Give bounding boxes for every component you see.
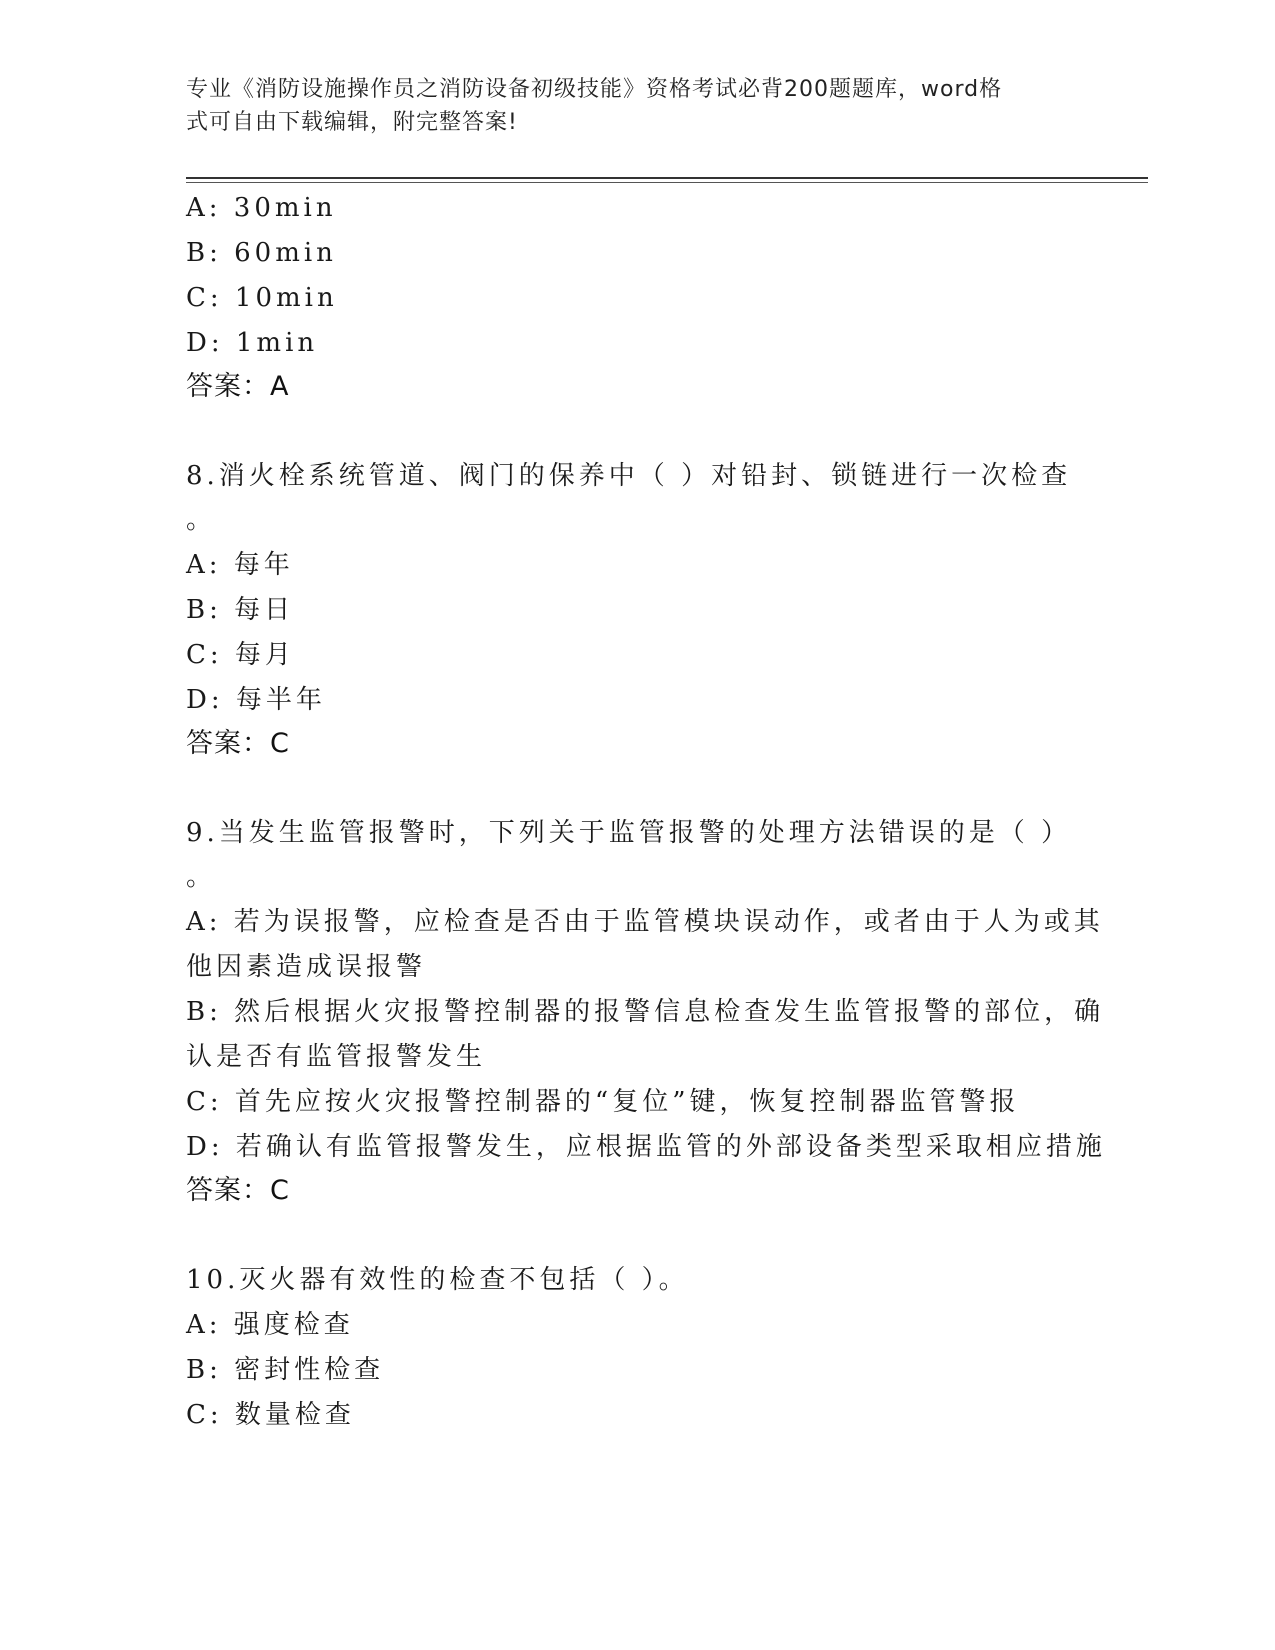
q9-option-d: D: 若确认有监管报警发生，应根据监管的外部设备类型采取相应措施 bbox=[186, 1132, 1106, 1162]
q9-option-a-continuation: 他因素造成误报警 bbox=[186, 952, 427, 982]
q8-option-d: D: 每半年 bbox=[186, 685, 326, 715]
q9-stem-continuation: 。 bbox=[186, 862, 217, 892]
page-header bbox=[186, 73, 1066, 139]
q9-option-b: B: 然后根据火灾报警控制器的报警信息检查发生监管报警的部位，确 bbox=[186, 997, 1105, 1027]
q10-option-b: B: 密封性检查 bbox=[186, 1355, 385, 1385]
q7-option-a: A: 30min bbox=[186, 193, 337, 223]
q8-option-a: A: 每年 bbox=[186, 550, 294, 580]
q9-option-c: C: 首先应按火灾报警控制器的“复位”键，恢复控制器监管警报 bbox=[186, 1087, 1020, 1117]
q8-stem: 8.消火栓系统管道、阀门的保养中（ ）对铅封、锁链进行一次检查 bbox=[186, 461, 1072, 491]
header-divider-thin bbox=[186, 182, 1148, 183]
q8-answer: 答案：C bbox=[186, 728, 290, 759]
header-intro-line-2: 式可自由下载编辑，附完整答案! bbox=[186, 110, 518, 135]
q7-option-c: C: 10min bbox=[186, 283, 338, 313]
q8-option-c: C: 每月 bbox=[186, 640, 295, 670]
q9-stem: 9.当发生监管报警时，下列关于监管报警的处理方法错误的是（ ） bbox=[186, 818, 1072, 848]
q9-answer: 答案：C bbox=[186, 1175, 290, 1206]
q7-option-b: B: 60min bbox=[186, 238, 337, 268]
q8-option-b: B: 每日 bbox=[186, 595, 295, 625]
q10-option-c: C: 数量检查 bbox=[186, 1400, 355, 1430]
q10-option-a: A: 强度检查 bbox=[186, 1310, 354, 1340]
q9-option-a: A: 若为误报警，应检查是否由于监管模块误动作，或者由于人为或其 bbox=[186, 907, 1104, 937]
q10-stem: 10.灭火器有效性的检查不包括（ ）。 bbox=[186, 1265, 689, 1295]
q7-answer: 答案：A bbox=[186, 371, 290, 402]
q8-stem-continuation: 。 bbox=[186, 505, 217, 535]
q9-option-b-continuation: 认是否有监管报警发生 bbox=[186, 1042, 487, 1072]
header-intro-line-1: 专业《消防设施操作员之消防设备初级技能》资格考试必背200题题库，word格 bbox=[186, 77, 1003, 102]
header-divider bbox=[186, 177, 1148, 179]
q7-option-d: D: 1min bbox=[186, 328, 319, 358]
